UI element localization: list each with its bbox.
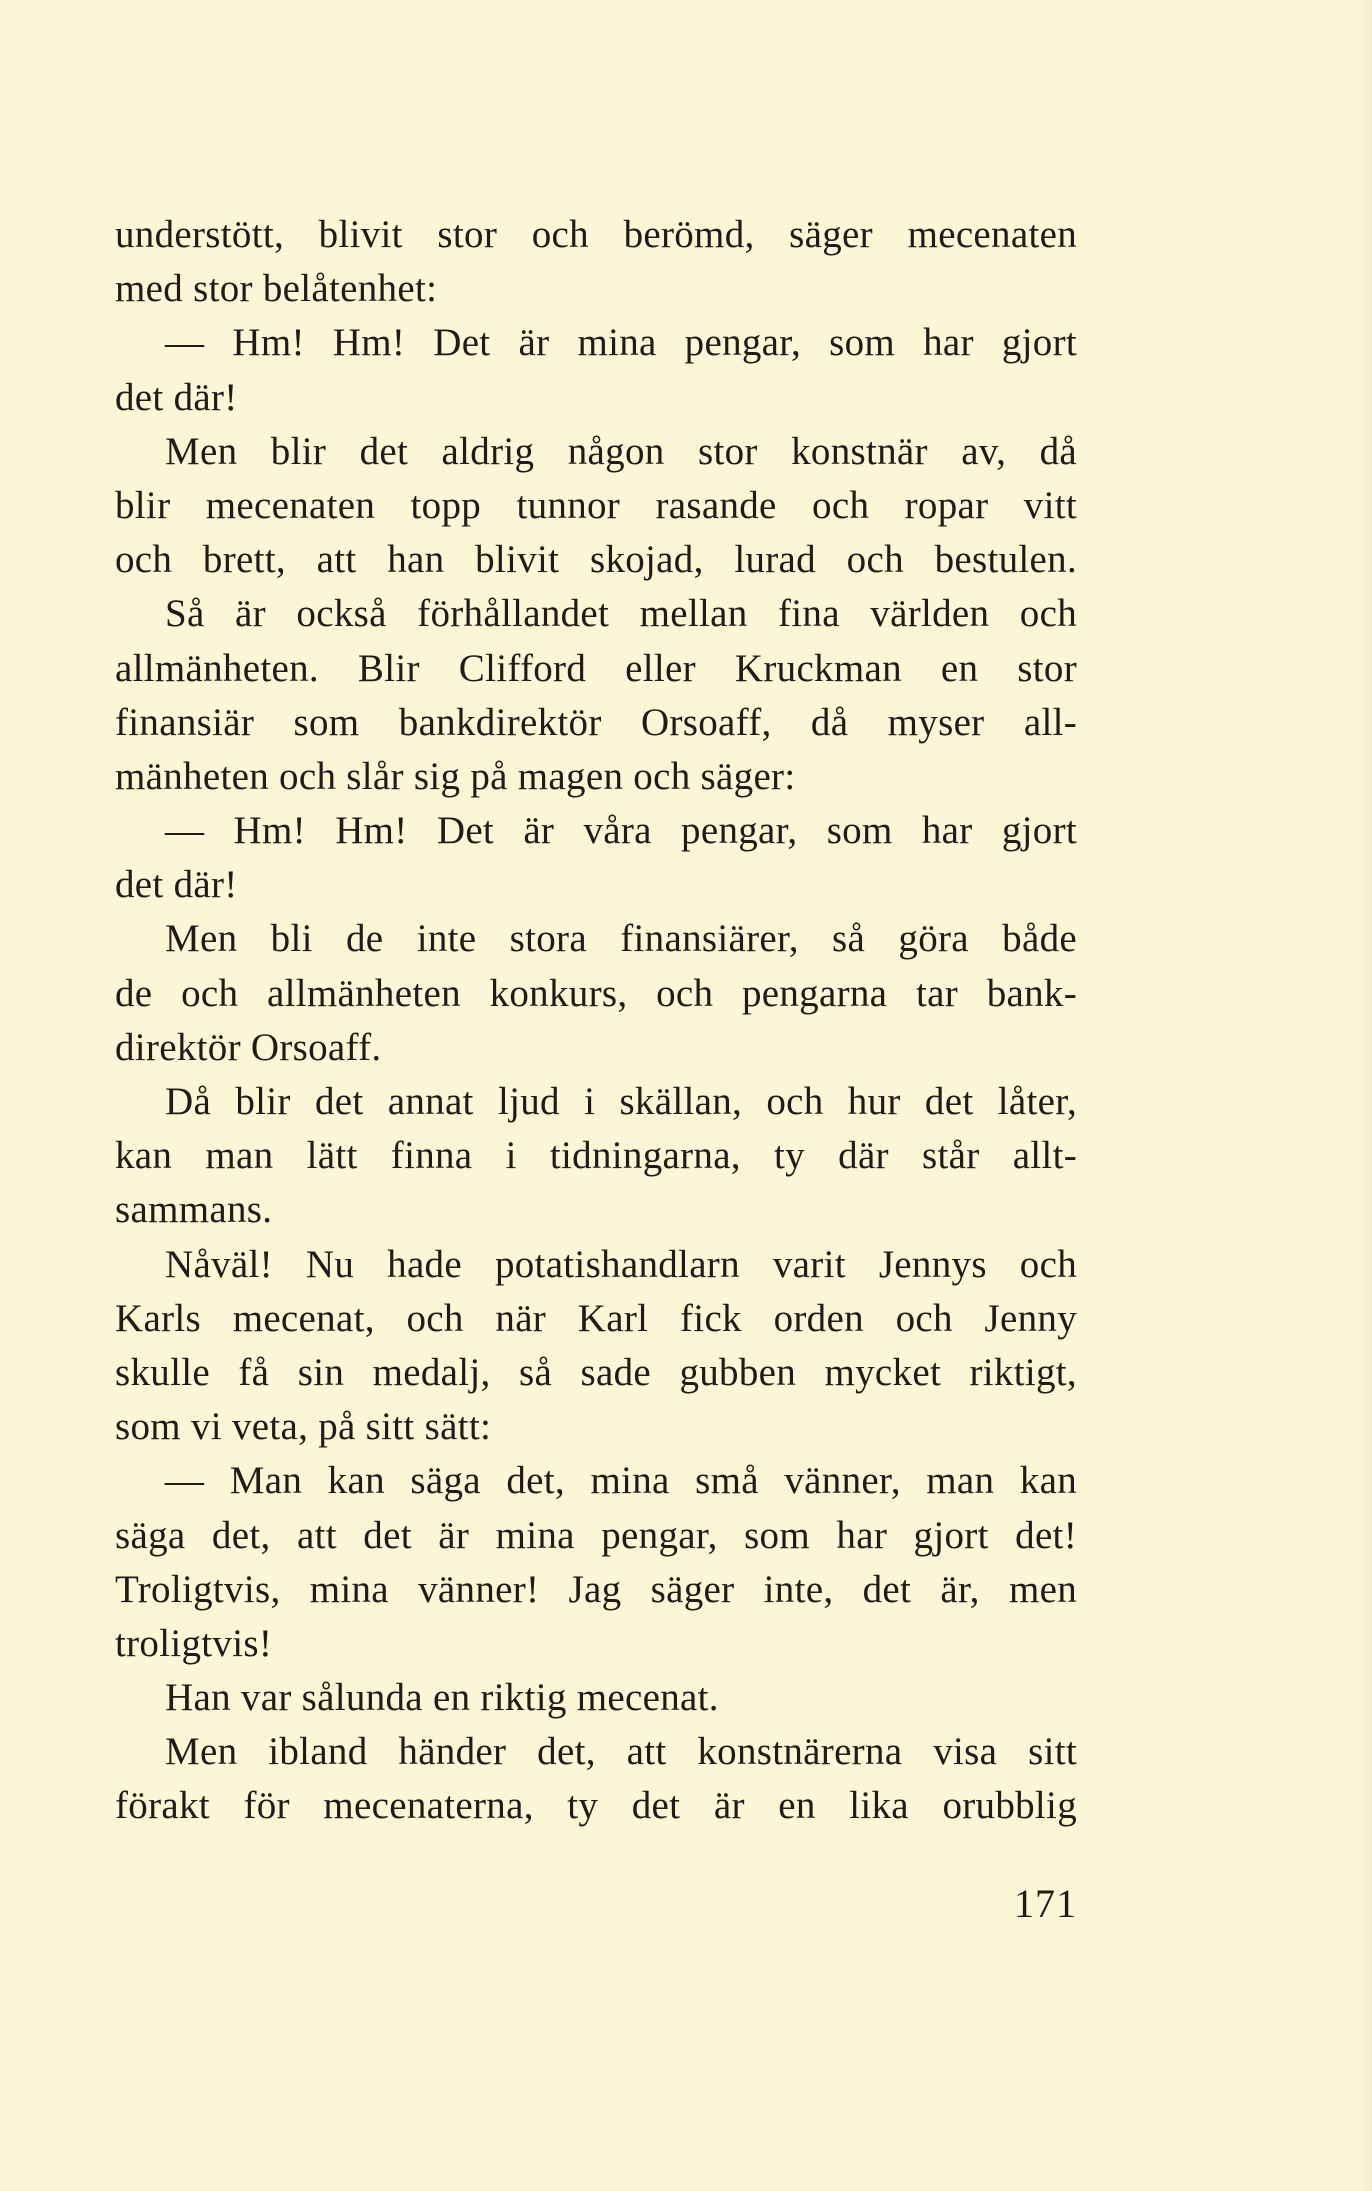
text-line: allmänheten. Blir Clifford eller Kruckman en stor [115, 646, 1077, 690]
text-line: understött, blivit stor och berömd, säger mecenaten [115, 213, 1077, 256]
text-line: Nåväl! Nu hade potatishandlarn varit Jennys och [165, 1242, 1077, 1286]
text-line: — Man kan säga det, mina små vänner, man kan [165, 1459, 1077, 1503]
text-line: mänheten och slår sig på magen och säger: [115, 754, 796, 798]
text-line: det där! [115, 863, 238, 907]
text-line: finansiär som bankdirektör Orsoaff, då myser all- [115, 700, 1077, 744]
text-line: Men bli de inte stora finansiärer, så göra både [165, 917, 1077, 961]
text-line: — Hm! Hm! Det är mina pengar, som har gjort [165, 321, 1077, 365]
text-line: direktör Orsoaff. [115, 1025, 382, 1069]
text-line: Han var sålunda en riktig mecenat. [165, 1676, 719, 1720]
text-line: de och allmänheten konkurs, och pengarna tar bank- [115, 971, 1077, 1015]
text-line: Så är också förhållandet mellan fina världen och [165, 592, 1077, 636]
text-line: Karls mecenat, och när Karl fick orden och Jenny [115, 1296, 1077, 1340]
text-line: skulle få sin medalj, så sade gubben mycket riktigt, [115, 1350, 1077, 1394]
text-line: som vi veta, på sitt sätt: [115, 1405, 492, 1449]
page-edge [1360, 0, 1372, 2191]
text-line: troligtvis! [115, 1621, 273, 1665]
text-line: Då blir det annat ljud i skällan, och hur det låter, [165, 1080, 1077, 1123]
text-line: med stor belåtenhet: [115, 267, 438, 311]
text-line: Men blir det aldrig någon stor konstnär av, då [165, 429, 1077, 473]
body-text [115, 208, 1077, 1834]
text-line: — Hm! Hm! Det är våra pengar, som har gjort [165, 809, 1077, 853]
page-number: 171 [1014, 1881, 1077, 1926]
text-line: förakt för mecenaterna, ty det är en lika orubblig [115, 1784, 1077, 1828]
text-line: Men ibland händer det, att konstnärerna visa sitt [165, 1730, 1077, 1774]
text-line: sammans. [115, 1188, 273, 1232]
text-line: kan man lätt finna i tidningarna, ty där står allt- [115, 1134, 1077, 1178]
text-line: det där! [115, 375, 238, 419]
text-line: säga det, att det är mina pengar, som har gjort det! [115, 1513, 1077, 1557]
text-line: blir mecenaten topp tunnor rasande och ropar vitt [115, 483, 1077, 527]
text-line: Troligtvis, mina vänner! Jag säger inte, det är, men [115, 1567, 1077, 1611]
text-line: och brett, att han blivit skojad, lurad och bestulen. [115, 538, 1077, 582]
